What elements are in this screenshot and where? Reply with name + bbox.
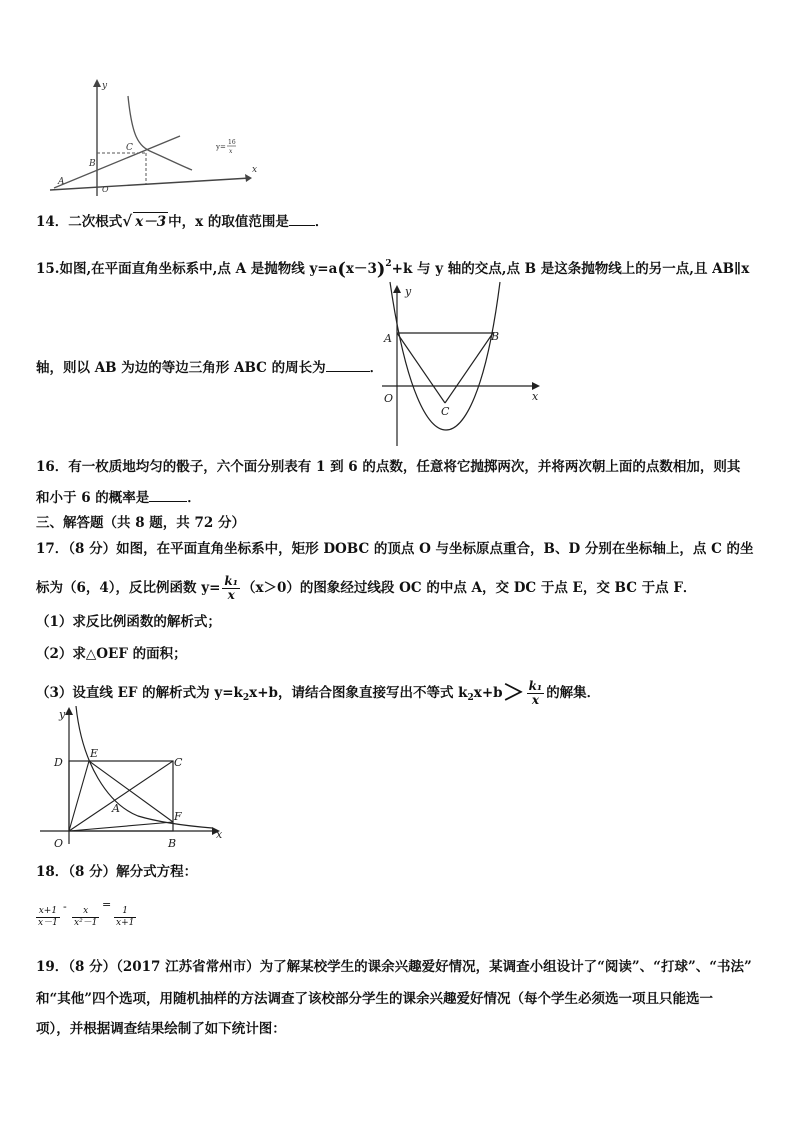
point-c-label: C <box>174 756 183 769</box>
question-16-line1: 16．有一枚质地均匀的骰子，六个面分别表有 1 到 6 的点数，任意将它抛掷两次，并将两次朝上面的点数相加，则其 <box>36 459 741 475</box>
curve-label-den: x <box>229 148 233 155</box>
y-label: y <box>102 81 108 91</box>
point-a-label: A <box>58 177 65 187</box>
question-15-line1: 15.如图,在平面直角坐标系中,点 A 是抛物线 $y=a(x-3)^2+k$ 与 y 轴的交点,点 B 是这条抛物线上的另一点,且 AB∥x <box>36 259 750 280</box>
line-ac <box>54 136 180 188</box>
point-b-label: B <box>89 159 96 169</box>
point-e-label: E <box>90 747 99 760</box>
point-b-label: B <box>168 837 177 850</box>
fraction-k1-over-x: $\frac{\text{k₁}}{x}$ <box>224 574 238 602</box>
y-arrow-icon <box>93 79 101 87</box>
equation-fraction-2: $\frac{x}{\text{x²－1}}$ <box>74 906 98 928</box>
origin-label: O <box>384 392 394 405</box>
question-15-line2: 轴，则以 AB 为边的等边三角形 ABC 的周长为 ． <box>36 360 384 376</box>
question-19-line2: 和“其他”四个选项，用随机抽样的方法调查了该校部分学生的课余兴趣爱好情况（每个学生必须选一项且只能选一 <box>36 991 714 1007</box>
curve-label-num: 16 <box>228 139 236 146</box>
point-f-label: F <box>174 810 182 823</box>
x-label: x <box>216 828 223 841</box>
equation-minus: - <box>63 900 67 913</box>
question-18-title: 18．（8 分）解分式方程： <box>36 864 198 880</box>
origin-label: O <box>102 185 109 194</box>
answer-blank-14 <box>289 213 315 226</box>
fraction-k1-over-x-2: $\frac{\text{k₁}}{x}$ <box>528 679 543 707</box>
x-arrow-icon <box>532 382 540 390</box>
y-label: y <box>59 708 66 721</box>
question-17-sub1: （1）求反比例函数的解析式； <box>36 614 221 630</box>
question-16-line2: 和小于 6 的概率是 ． <box>36 490 201 506</box>
point-b-label: B <box>491 330 500 343</box>
equation-fraction-3: $\frac{1}{x+1}$ <box>116 906 135 928</box>
curve-label-prefix: y= <box>216 143 226 151</box>
question-19-line1: 19．（8 分）（2017 江苏省常州市）为了解某校学生的课余兴趣爱好情况，某调查小组设计了“阅读”、“打球”、“书法” <box>36 959 752 975</box>
q15-figure <box>378 282 548 450</box>
equation-equals: = <box>102 898 112 911</box>
answer-blank-15 <box>326 359 370 372</box>
y-arrow-icon <box>393 285 401 293</box>
question-19-line3: 项），并根据调查结果绘制了如下统计图： <box>36 1021 286 1037</box>
segment-ac <box>397 333 445 403</box>
x-label: x <box>532 390 539 403</box>
point-d-label: D <box>54 756 63 769</box>
x-axis <box>50 178 250 190</box>
question-17-sub2: （2）求△OEF 的面积； <box>36 646 187 662</box>
q13-figure <box>40 74 280 200</box>
question-17-line2: 标为（6，4），反比例函数 y= $\frac{\text{k₁}}{x}$ （x＞0）的图象经过线段 OC 的中点 A，交 DC 于点 E，交 BC 于点 F． <box>36 574 697 602</box>
origin-label: O <box>54 837 64 850</box>
hyperbola-curve <box>128 96 192 170</box>
x-arrow-icon <box>245 174 252 182</box>
answer-blank-16 <box>149 489 187 502</box>
y-label: y <box>405 285 412 298</box>
point-a-label: A <box>112 802 120 815</box>
segment-oe <box>69 761 89 831</box>
segment-bc <box>445 333 493 403</box>
x-label: x <box>252 165 258 175</box>
sqrt-radicand: x－3 <box>135 214 167 230</box>
question-14: 14．二次根式√ x－3 中，x 的取值范围是 ． <box>36 212 329 230</box>
question-17-line1: 17．（8 分）如图，在平面直角坐标系中，矩形 DOBC 的顶点 O 与坐标原点重合，B、D 分别在坐标轴上，点 C 的坐 <box>36 541 754 557</box>
q17-figure <box>48 704 234 854</box>
equation-fraction-1: $\frac{x+1}{x-1}$ <box>38 906 58 928</box>
section-heading: 三、解答题（共 8 题，共 72 分） <box>36 515 245 531</box>
point-a-label: A <box>384 332 392 345</box>
point-c-label: C <box>441 405 450 418</box>
point-c-label: C <box>126 143 133 153</box>
y-arrow-icon <box>65 707 73 715</box>
question-17-sub3: （3）设直线 EF 的解析式为 $y=k_2x+b$，请结合图象直接写出不等式 $k_2x+b>$ $\frac{\text{k₁}}{x}$ 的解集． <box>36 679 601 707</box>
segment-of <box>69 822 173 831</box>
